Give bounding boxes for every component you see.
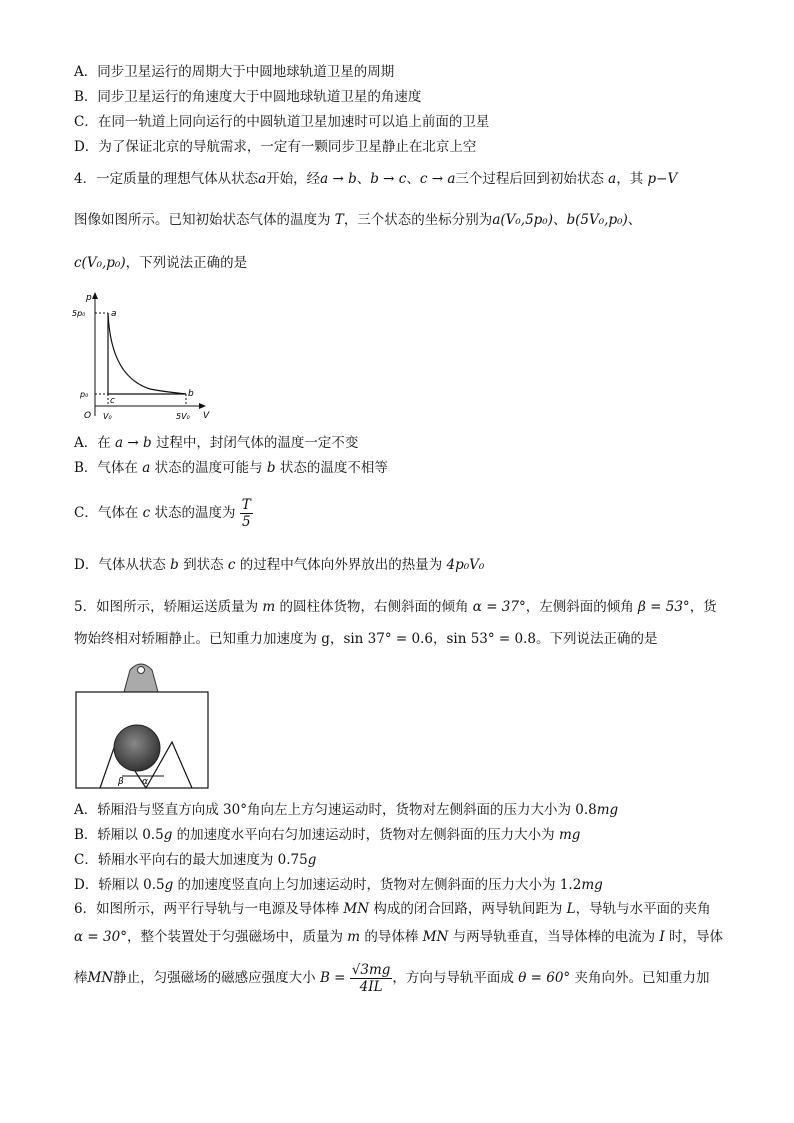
fraction-t-over-5: $\frac{T}{5}$ xyxy=(241,497,251,530)
angle-alpha-label: α xyxy=(142,777,148,787)
q5-stem-line1: 5．如图所示，轿厢运送质量为 m 的圆柱体货物，右侧斜面的倾角 α = 37°，左侧斜面的倾角 β = 53°，货 xyxy=(74,599,717,615)
tick-p0: p₀ xyxy=(80,390,89,399)
process-a-to-b-isotherm xyxy=(108,313,186,394)
q6-line2: α = 30°，整个装置处于匀强磁场中，质量为 m 的导体棒 MN 与两导轨垂直，当导体棒的电流为 I 时，导体 xyxy=(74,929,724,945)
y-axis-arrow xyxy=(92,292,98,299)
q5-elevator-figure xyxy=(74,660,214,792)
q4-stem-line3: c(V₀,p₀)，下列说法正确的是 xyxy=(74,255,248,271)
q6-line1: 6．如图所示，两平行导轨与一电源及导体棒 MN 构成的闭合回路，两导轨间距为 L，导轨与水平面的夹角 xyxy=(74,901,711,917)
q5-option-d: D．轿厢以 0.5g 的加速度竖直向上匀加速运动时，货物对左侧斜面的压力大小为 1.2mg xyxy=(74,877,603,893)
q4-pv-graph xyxy=(70,288,215,426)
state-c-label: c xyxy=(110,396,115,406)
x-axis-label: V xyxy=(203,411,210,421)
state-a-label: a xyxy=(111,309,117,319)
q5-option-a: A．轿厢沿与竖直方向成 30°角向左上方匀速运动时，货物对左侧斜面的压力大小为 0.8mg xyxy=(74,802,619,818)
q4-option-a: A．在 a → b 过程中，封闭气体的温度一定不变 xyxy=(74,435,359,451)
fraction-b-field: $\frac{√3mg}{4IL}$ xyxy=(351,962,391,995)
q3-option-c: C．在同一轨道上同向运行的中圆轨道卫星加速时可以追上前面的卫星 xyxy=(74,114,490,130)
tick-5p0: 5p₀ xyxy=(72,309,86,318)
q3-option-d: D．为了保证北京的导航需求，一定有一颗同步卫星静止在北京上空 xyxy=(74,139,477,155)
hanger-hole xyxy=(138,667,145,674)
tick-5v0: 5V₀ xyxy=(176,412,190,421)
q4-option-d: D．气体从状态 b 到状态 c 的过程中气体向外界放出的热量为 4p₀V₀ xyxy=(74,557,485,573)
q5-option-c: C．轿厢水平向右的最大加速度为 0.75g xyxy=(74,852,317,868)
q3-option-b: B．同步卫星运行的角速度大于中圆地球轨道卫星的角速度 xyxy=(74,89,422,105)
angle-beta-label: β xyxy=(118,777,124,787)
tick-v0: V₀ xyxy=(103,412,112,421)
q4-option-c: C．气体在 c 状态的温度为 $\frac{T}{5}$ xyxy=(74,497,251,530)
q4-stem-line1: 4．一定质量的理想气体从状态a开始，经a → b、b → c、c → a三个过程后回到初始状态 a，其 p−V xyxy=(74,171,678,187)
q3-option-a: A．同步卫星运行的周期大于中圆地球轨道卫星的周期 xyxy=(74,64,395,80)
x-axis-arrow xyxy=(199,403,206,409)
y-axis-label: p xyxy=(86,293,92,303)
q5-option-b: B．轿厢以 0.5g 的加速度水平向右匀加速运动时，货物对左侧斜面的压力大小为 mg xyxy=(74,827,581,843)
q4-stem-line2: 图像如图所示。已知初始状态气体的温度为 T，三个状态的坐标分别为a(V₀,5p₀)、b(5V₀,p₀)、 xyxy=(74,212,642,228)
state-b-label: b xyxy=(188,389,194,399)
cylinder-cargo xyxy=(114,725,160,771)
origin-label: O xyxy=(84,411,92,421)
q5-stem-line2: 物始终相对轿厢静止。已知重力加速度为 g，sin 37° = 0.6，sin 53° = 0.8。下列说法正确的是 xyxy=(74,631,658,647)
q6-line3: 棒MN静止，匀强磁场的磁感应强度大小 B = $\frac{√3mg}{4IL}$ ，方向与导轨平面成 θ = 60° 夹角向外。已知重力加 xyxy=(74,962,710,995)
q4-option-b: B．气体在 a 状态的温度可能与 b 状态的温度不相等 xyxy=(74,460,388,476)
